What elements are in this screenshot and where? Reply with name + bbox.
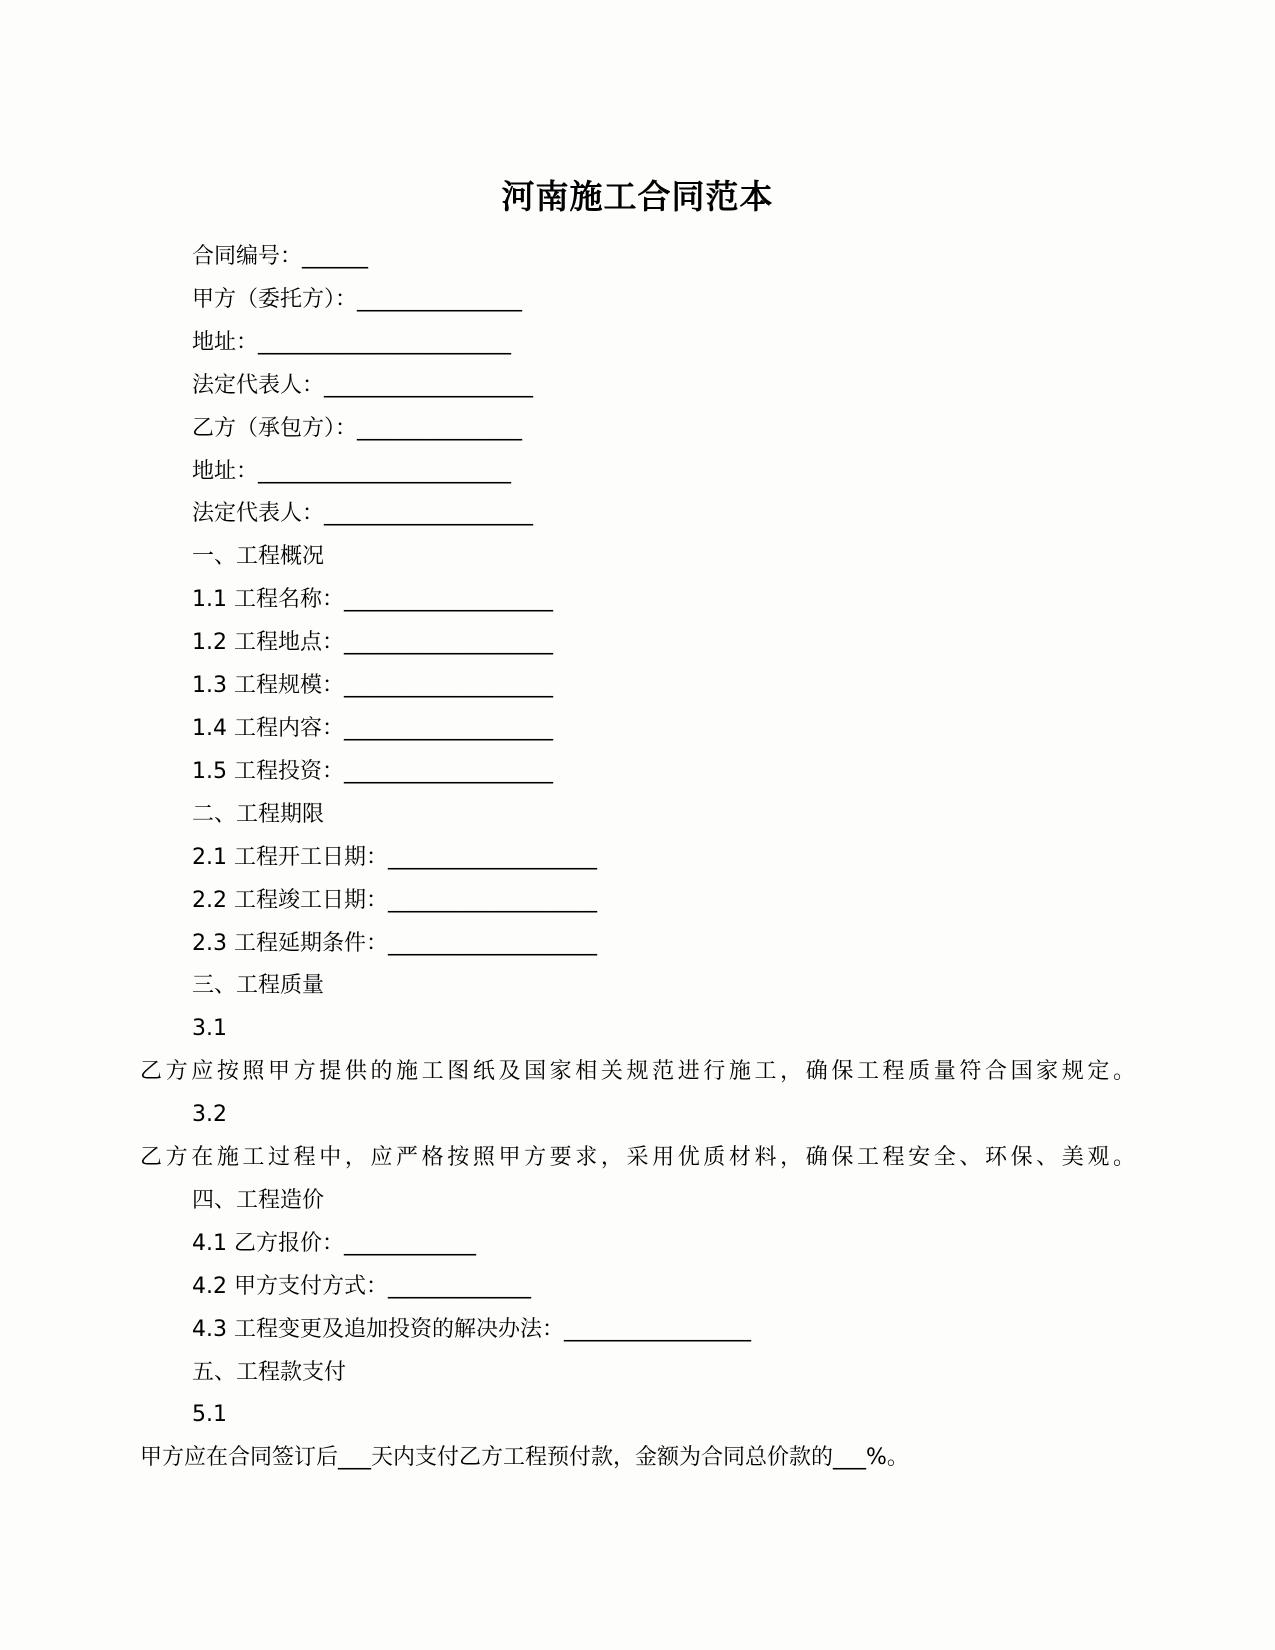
clause-4-2: 4.2 甲方支付方式：_____________ [192, 1273, 531, 1299]
section-5-heading: 五、工程款支付 [192, 1359, 347, 1385]
clause-1-4: 1.4 工程内容：___________________ [192, 715, 553, 741]
section-1-heading: 一、工程概况 [192, 544, 325, 570]
party-b-address-line: 地址：_______________________ [192, 458, 512, 484]
clause-1-1: 1.1 工程名称：___________________ [192, 587, 553, 613]
party-a-address-line: 地址：_______________________ [192, 329, 512, 355]
section-2-heading: 二、工程期限 [192, 801, 325, 827]
party-a-line: 甲方（委托方）：_______________ [192, 286, 523, 312]
section-4-heading: 四、工程造价 [192, 1187, 325, 1213]
clause-2-1: 2.1 工程开工日期：___________________ [192, 844, 597, 870]
clause-5-1-number: 5.1 [192, 1402, 227, 1428]
clause-1-2: 1.2 工程地点：___________________ [192, 630, 553, 656]
clause-3-2-number: 3.2 [192, 1102, 227, 1128]
clause-4-1: 4.1 乙方报价：____________ [192, 1230, 476, 1256]
document-title: 河南施工合同范本 [501, 177, 774, 216]
party-b-representative-line: 法定代表人：___________________ [192, 501, 534, 527]
clause-1-3: 1.3 工程规模：___________________ [192, 673, 553, 699]
party-b-line: 乙方（承包方）：_______________ [192, 415, 523, 441]
clause-2-2: 2.2 工程竣工日期：___________________ [192, 887, 597, 913]
contract-number-line: 合同编号：______ [192, 244, 369, 269]
clause-3-2-text: 乙方在施工过程中，应严格按照甲方要求，采用优质材料，确保工程安全、环保、美观。 [140, 1145, 1135, 1171]
party-a-representative-line: 法定代表人：___________________ [192, 372, 534, 398]
clause-3-1-number: 3.1 [192, 1016, 227, 1042]
clause-4-3: 4.3 工程变更及追加投资的解决办法：_________________ [192, 1316, 751, 1342]
clause-5-1-text: 甲方应在合同签订后___天内支付乙方工程预付款，金额为合同总价款的___%。 [140, 1445, 909, 1471]
clause-3-1-text: 乙方应按照甲方提供的施工图纸及国家相关规范进行施工，确保工程质量符合国家规定。 [140, 1059, 1135, 1085]
clause-2-3: 2.3 工程延期条件：___________________ [192, 930, 597, 956]
clause-1-5: 1.5 工程投资：___________________ [192, 758, 553, 784]
section-3-heading: 三、工程质量 [192, 973, 325, 999]
